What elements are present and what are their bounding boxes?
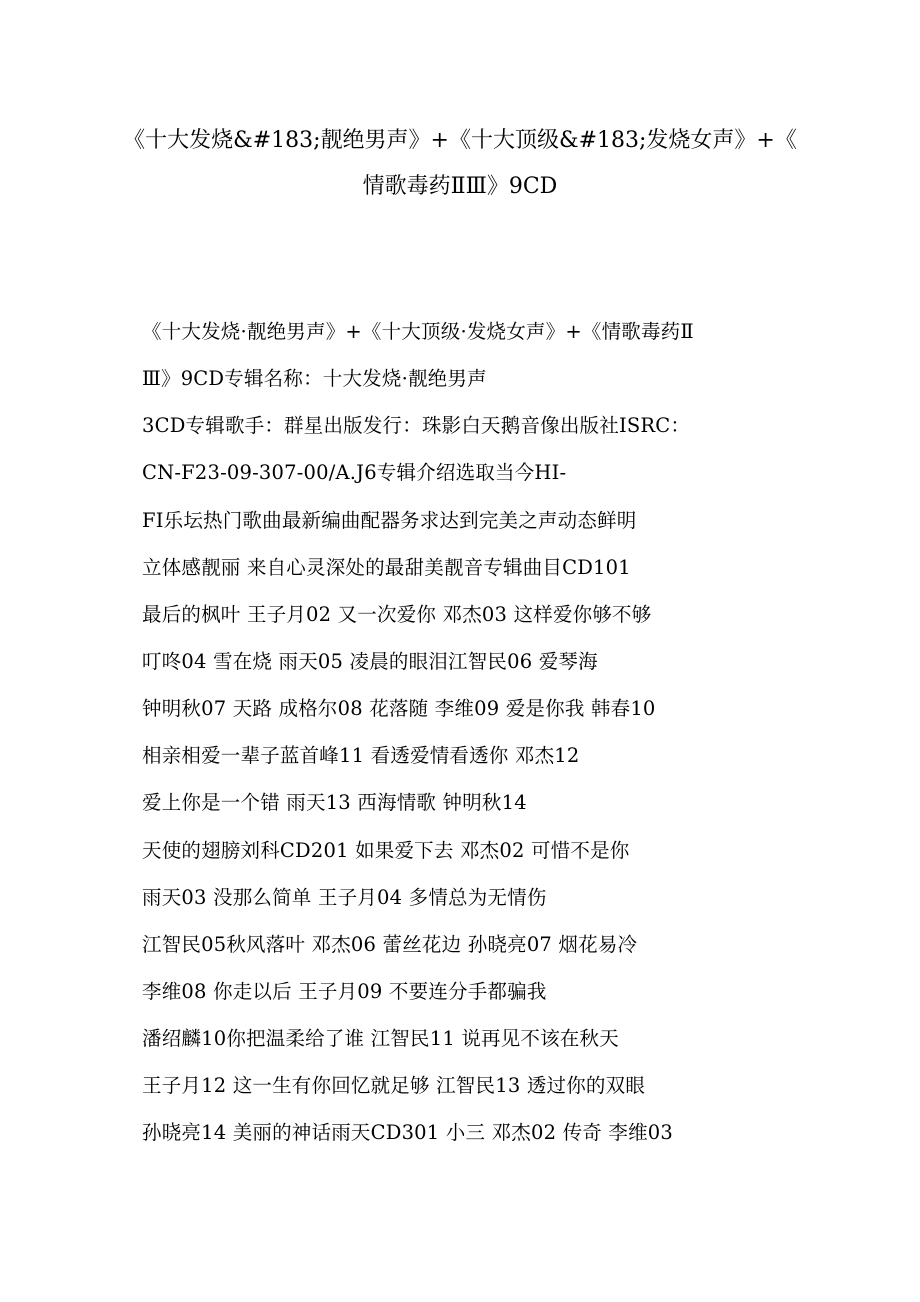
body-line: 立体感靓丽 来自心灵深处的最甜美靓音专辑曲目CD101 xyxy=(142,555,631,579)
body-line: 天使的翅膀刘科CD201 如果爱下去 邓杰02 可惜不是你 xyxy=(142,838,630,862)
body-line: 孙晓亮14 美丽的神话雨天CD301 小三 邓杰02 传奇 李维03 xyxy=(142,1121,674,1145)
title-line: 情歌毒药ⅡⅢ》9CD xyxy=(362,174,558,199)
body-line: 《十大发烧·靓绝男声》+《十大顶级·发烧女声》+《情歌毒药Ⅱ xyxy=(142,320,694,343)
body-line: 江智民05秋风落叶 邓杰06 蕾丝花边 孙晓亮07 烟花易冷 xyxy=(142,932,638,956)
body-line: 王子月12 这一生有你回忆就足够 江智民13 透过你的双眼 xyxy=(142,1074,646,1098)
body-line: 雨天03 没那么简单 王子月04 多情总为无情伤 xyxy=(142,885,547,909)
body-line: 潘绍麟10你把温柔给了谁 江智民11 说再见不该在秋天 xyxy=(142,1027,619,1051)
body-line: FI乐坛热门歌曲最新编曲配器务求达到完美之声动态鲜明 xyxy=(142,508,637,532)
body-line: Ⅲ》9CD专辑名称：十大发烧·靓绝男声 xyxy=(142,367,487,391)
body-line: 叮咚04 雪在烧 雨天05 凌晨的眼泪江智民06 爱琴海 xyxy=(142,649,598,673)
body-line: 相亲相爱一辈子蓝首峰11 看透爱情看透你 邓杰12 xyxy=(142,744,580,768)
body-line: 3CD专辑歌手：群星出版发行：珠影白天鹅音像出版社ISRC： xyxy=(142,414,691,438)
body-line: 李维08 你走以后 王子月09 不要连分手都骗我 xyxy=(142,979,547,1003)
body-line: CN-F23-09-307-00/A.J6专辑介绍选取当今HI- xyxy=(142,461,567,485)
document-body xyxy=(142,308,782,1157)
body-line: 钟明秋07 天路 成格尔08 花落随 李维09 爱是你我 韩春10 xyxy=(142,697,656,721)
body-line: 最后的枫叶 王子月02 又一次爱你 邓杰03 这样爱你够不够 xyxy=(142,602,652,626)
body-line: 爱上你是一个错 雨天13 西海情歌 钟明秋14 xyxy=(142,791,527,815)
title-line: 《十大发烧&#183;靓绝男声》+《十大顶级&#183;发烧女声》+《 xyxy=(123,128,797,153)
document-title xyxy=(120,118,800,210)
